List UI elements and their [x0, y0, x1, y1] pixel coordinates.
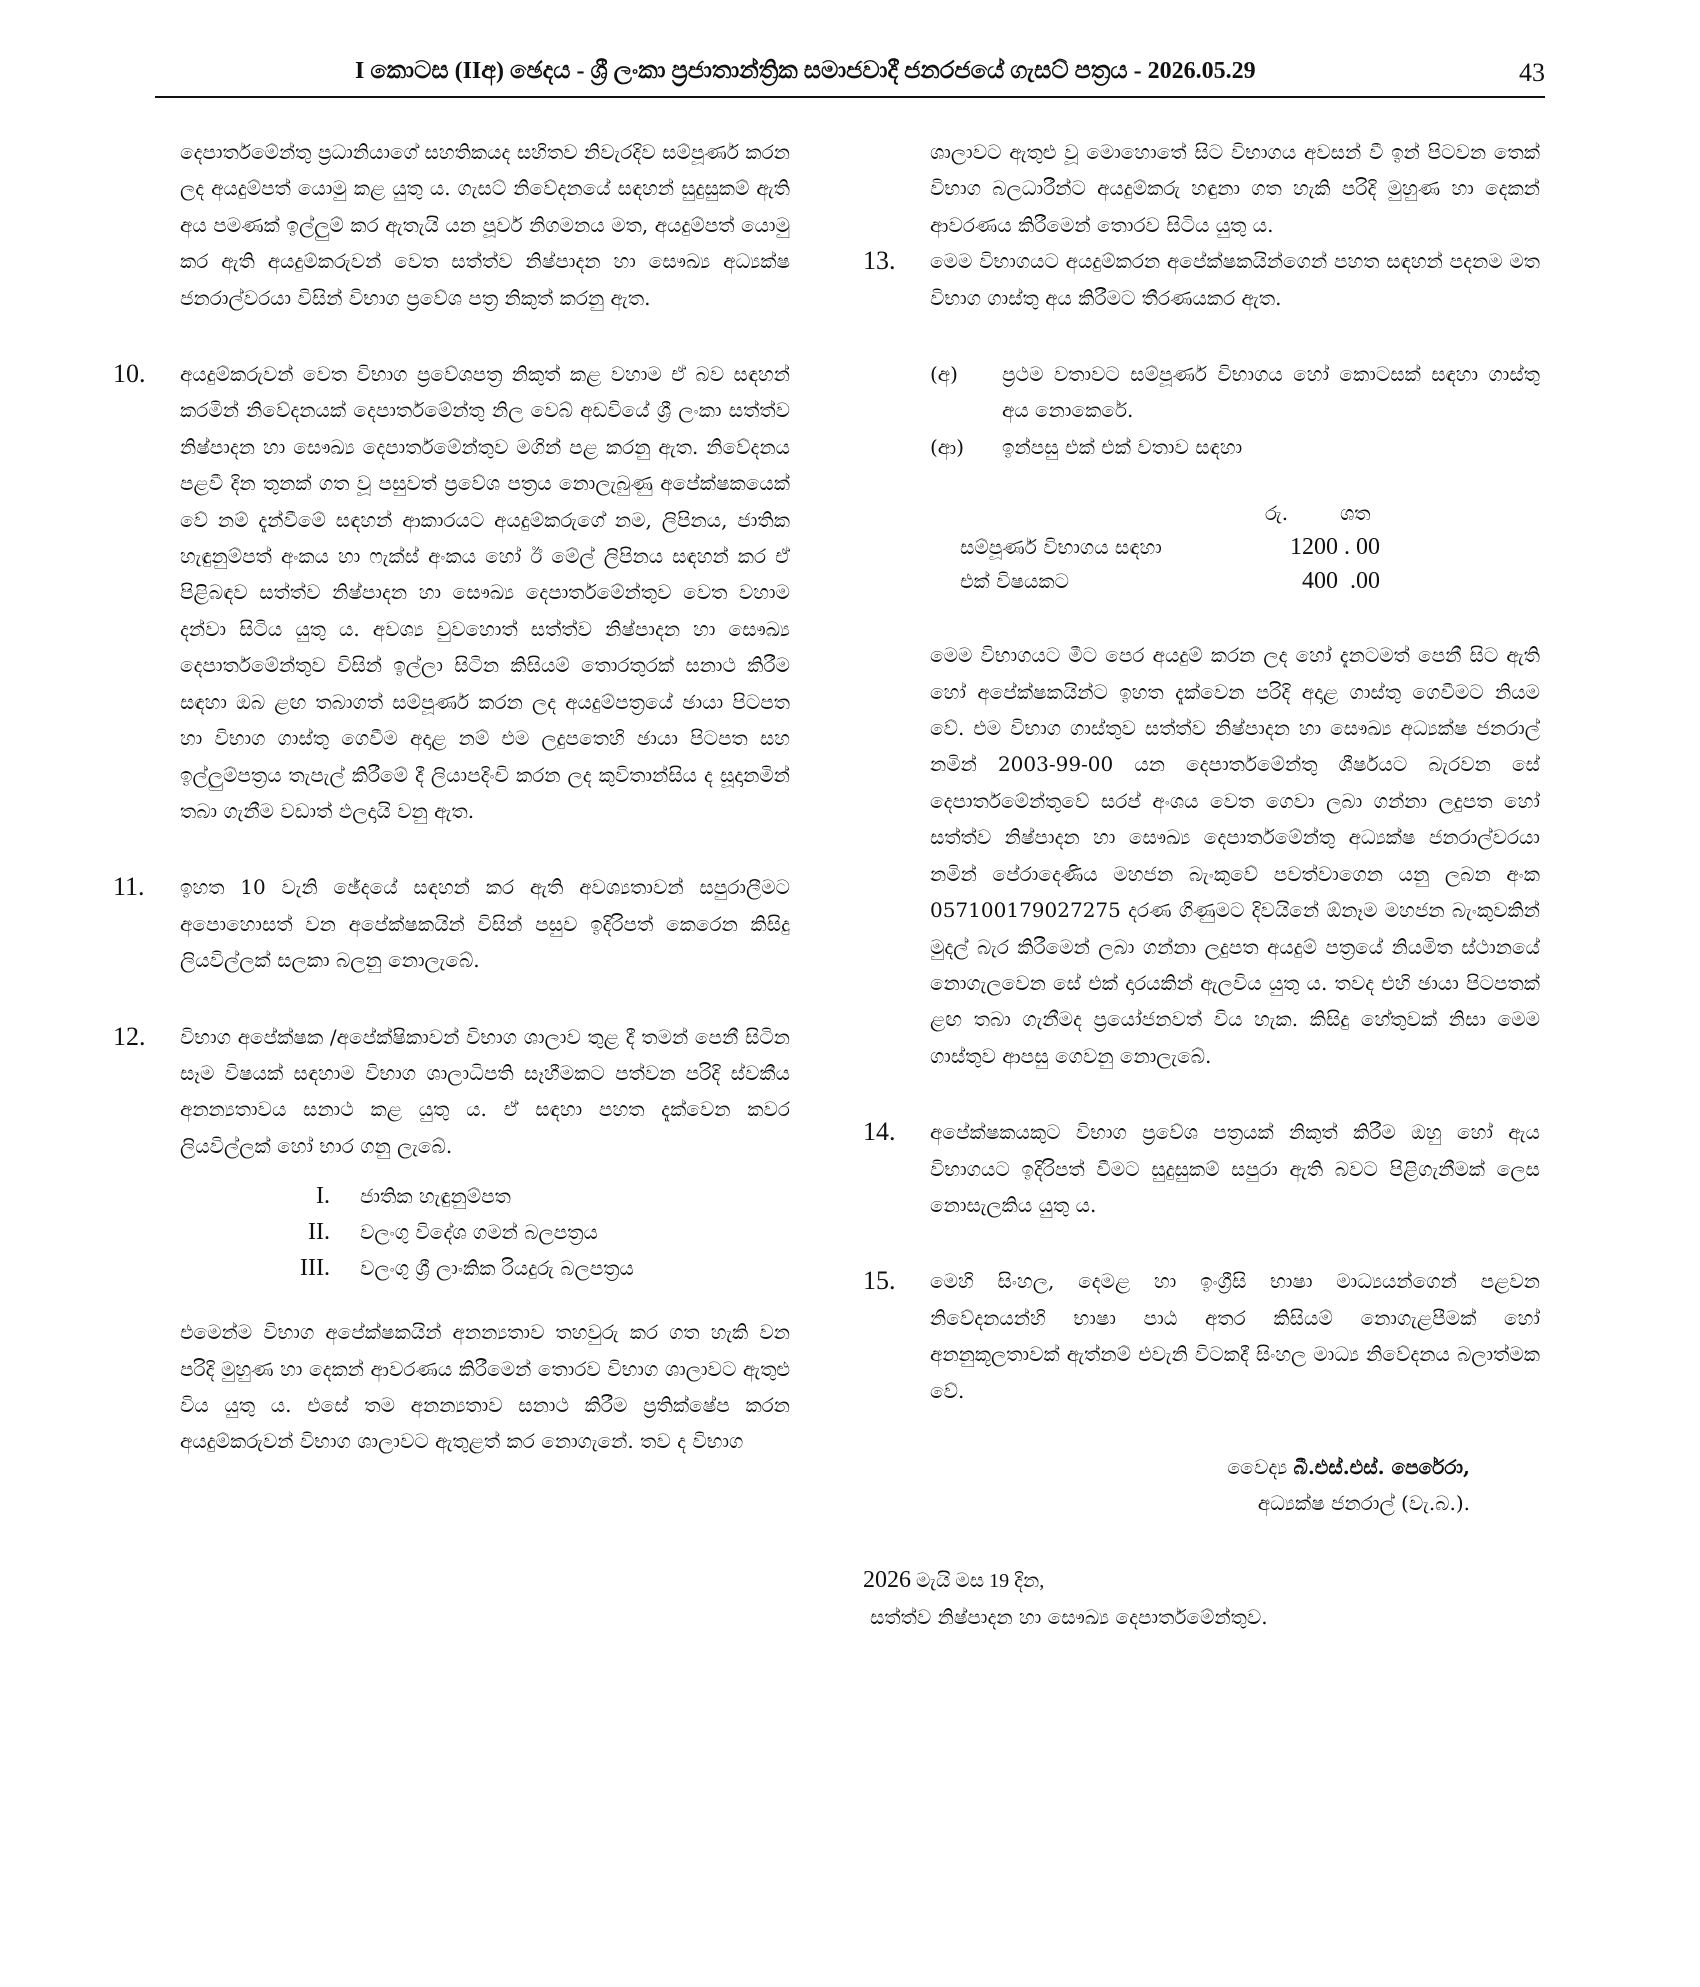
- gazette-title: I කොටස (IIඅ) ඡෙදය - ශ්‍රී ලංකා ප්‍රජාතාන්ත්‍රික සමාජවාදී ජනරජයේ ගැසට් පත්‍රය - 2026.05.29: [355, 58, 1256, 84]
- clause-11: [113, 869, 790, 978]
- list-item: [930, 356, 1540, 429]
- clause-13: [863, 243, 1540, 1074]
- list-item: [180, 1250, 790, 1286]
- clause-15: [863, 1263, 1540, 1409]
- clause-continuation: මෙම විභාගයට මීට පෙර අයදුම් කරන ලද හෝ දැනටමත් පෙනී සිට ඇති හෝ අපේක්ෂකයින්ට ඉහත දැක්වෙන පරිදි අදාළ ගාස්තු ගෙවීමට නියම වේ. එම විභාග ගාස්තුව සත්ත්ව නිෂ්පාදන හා සෞඛ්‍ය අධ්‍යක්ෂ ජනරාල් නමින් 2003-99-00 යන දෙපාර්තමේන්තු ශීර්ෂයට බැරවන සේ දෙපාර්තමේන්තුවේ සරප් අංශය වෙත ගෙවා ලබා ගන්නා ලදුපත හෝ සත්ත්ව නිෂ්පාදන හා සෞඛ්‍ය දෙපාර්තමේන්තු අධ්‍යක්ෂ ජනරාල්වරයා නමින් පේරාදෙණිය මහජන බැංකුවේ පවත්වාගෙන යනු ලබන අංක 057100179027275 දරණ ගිණුමට දිවයිනේ ඕනෑම මහජන බැංකුවකින් මුදල් බැර කිරීමෙන් ලබා ගන්නා ලදුපත අයදුම් පත්‍රයේ නියමිත ස්ථානයේ නොගැලවෙන සේ එක් දාරයකින් ඇලවිය යුතු ය. තවද එහි ඡායා පිටපතක් ළඟ තබා ගැනීමද ප්‍රයෝජනවත් විය හැක. කිසිදු හේතුවක් නිසා මෙම ගාස්තුව ආපසු ගෙවනු නොලැබේ.: [930, 643, 1540, 1068]
- rupees-header: රු.: [1265, 501, 1289, 526]
- clause-number: 14.: [863, 1117, 896, 1147]
- clause-number: 12.: [113, 1021, 146, 1051]
- clause-text: විභාග අපේක්ෂක /අපේක්ෂිකාවන් විභාග ශාලාව තුළ දී තමන් පෙනී සිටින සෑම විෂයක් සඳහාම විභාග ශාලාධිපති සෑහීමකට පත්වන පරිදි ස්වකීය අනන්‍යතාවය සනාථ කළ යුතු ය. ඒ සඳහා පහත දැක්වෙන කවර ලියවිල්ලක් හෝ භාර ගනු ලැබේ.: [180, 1024, 790, 1158]
- clause-12: [113, 1019, 790, 1460]
- fee-label: එක් විෂයකට: [960, 569, 1070, 594]
- list-item-text: ප්‍රථම වතාවට සම්පූර්ණ විභාගය හෝ කොටසක් සඳහා ගාස්තු අය නොකෙරේ.: [1002, 362, 1540, 423]
- list-item-text: ජාතික හැඳුනුම්පත: [360, 1184, 511, 1209]
- list-item-text: වලංගු ශ්‍රී ලාංකික රියදුරු බලපත්‍රය: [360, 1256, 634, 1281]
- fee-label: සම්පූර්ණ විභාගය සඳහා: [960, 535, 1162, 560]
- page-number: 43: [1519, 58, 1545, 87]
- clause-number: 13.: [863, 246, 896, 276]
- clause-text: මෙහි සිංහල, දෙමළ හා ඉංග්‍රීසි භාෂා මාධ්‍යයන්ගෙන් පළවන නිවේදනයන්හි භාෂා පාඨ අතර කිසියම් නොගැළපීමක් හෝ අනනුකූලතාවක් ඇත්නම් එවැනි විටකදී සිංහල මාධ්‍ය නිවේදනය බලාත්මක වේ.: [930, 1269, 1540, 1403]
- clause-14: [863, 1114, 1540, 1223]
- page-header: [155, 56, 1545, 98]
- right-column: [863, 134, 1540, 1636]
- signature-block: [930, 1449, 1540, 1522]
- clause-text: අයදුම්කරුවන් වෙත විභාග ප්‍රවේශපත්‍ර නිකුත් කළ වහාම ඒ බව සඳහන් කරමින් නිවේදනයක් දෙපාර්තමේන්තු නිල වෙබ් අඩවියේ ශ්‍රී ලංකා සත්ත්ව නිෂ්පාදන හා සෞඛ්‍ය දෙපාර්තමේන්තුව මගින් පළ කරනු ඇත. නිවේදනය පළවී දින තුනක් ගත වූ පසුවත් ප්‍රවේශ පත්‍රය නොලැබුණු අපේක්ෂකයෙක් වේ නම් දැන්වීමේ සඳහන් ආකාරයට අයදුම්කරුගේ නම, ලිපිනය, ජාතික හැඳුනුම්පත් අංකය හා ෆැක්ස් අංකය හෝ ඊ මේල් ලිපිනය සඳහන් කර ඒ පිළිබඳව සත්ත්ව නිෂ්පාදන හා සෞඛ්‍ය දෙපාර්තමේන්තුව වෙත වහාම දන්වා සිටිය යුතු ය. අවශ්‍ය වුවහොත් සත්ත්ව නිෂ්පාදන හා සෞඛ්‍ය දෙපාර්තමේන්තුව විසින් ඉල්ලා සිටින කිසියම් තොරතුරක් සනාථ කිරීම සඳහා ඔබ ළඟ තබාගත් සම්පූර්ණ කරන ලද අයදුම්පත්‍රයේ ඡායා පිටපත හා විභාග ගාස්තු ගෙවීම අදාළ නම් එම ලදුපතෙහි ඡායා පිටපත සහ ඉල්ලුම්පත්‍රය තැපැල් කිරීමේ දී ලියාපදිංචි කරන ලද කුවිතාන්සිය ද සූදානමින් තබා ගැනීම වඩාත් ඵලදායි වනු ඇත.: [180, 362, 790, 823]
- signatory-line: [930, 1449, 1470, 1485]
- fee-table-header: [960, 495, 1390, 529]
- table-row: [960, 529, 1390, 563]
- left-column: [113, 134, 790, 1460]
- list-item-text: ඉන්පසු එක් එක් වතාව සඳහා: [1002, 434, 1243, 459]
- cents-header: ශත: [1340, 501, 1371, 526]
- continued-paragraph: ශාලාවට ඇතුළු වූ මොහොතේ සිට විභාගය අවසන් වී ඉන් පිටවන තෙක් විභාග බලධාරීන්ට අයදුම්කරු හඳුනා ගත හැකි පරිදි මුහුණ හා දෙකන් ආවරණය කිරීමෙන් තොරව සිටිය යුතු ය.: [930, 140, 1540, 237]
- clause-text: අපේක්ෂකයකුට විභාග ප්‍රවේශ පත්‍රයක් නිකුත් කිරීම ඔහු හෝ ඇය විභාගයට ඉදිරිපත් වීමට සුදුසුකම් සපුරා ඇති බවට පිළිගැනීමක් ලෙස නොසැලකිය යුතු ය.: [930, 1120, 1540, 1217]
- table-row: [960, 563, 1390, 597]
- list-item-number: II.: [308, 1219, 330, 1246]
- issue-date: [863, 1562, 1540, 1599]
- list-item-text: වලංගු විදේශ ගමන් බලපත්‍රය: [360, 1220, 598, 1245]
- fee-value: 1200 . 00: [1290, 534, 1380, 561]
- fee-conditions-list: [930, 356, 1540, 465]
- intro-paragraph: දෙපාර්තමේන්තු ප්‍රධානියාගේ සහතිකයද සහිතව නිවැරදිව සම්පූර්ණ කරන ලද අයදුම්පත් යොමු කළ යුතු ය. ගැසට් නිවේදනයේ සඳහන් සුදුසුකම් ඇති අය පමණක් ඉල්ලුම් කර ඇතැයි යන පූර්ව නිගමනය මත, අයදුම්පත් යොමු කර ඇති අයදුම්කරුවන් වෙත සත්ත්ව නිෂ්පාදන හා සෞඛ්‍ය අධ්‍යක්ෂ ජනරාල්වරයා විසින් විභාග ප්‍රවේශ පත්‍ර නිකුත් කරනු ඇත.: [180, 140, 790, 310]
- signatory-title: අධ්‍යක්ෂ ජනරාල් (වැ.බ.).: [1257, 1491, 1470, 1516]
- identity-documents-list: [180, 1178, 790, 1286]
- clause-continuation: එමෙන්ම විභාග අපේක්ෂකයින් අනන්‍යතාව තහවුරු කර ගත හැකි වන පරිදි මුහුණ හා දෙකන් ආවරණය කිරීමෙන් තොරව විභාග ශාලාවට ඇතුළු විය යුතු ය. එසේ තම අනන්‍යතාව සනාථ කිරීම ප්‍රතික්ෂේප කරන අයදුම්කරුවන් විභාග ශාලාවට ඇතුළත් කර නොගැනේ. තව ද විභාග: [180, 1320, 790, 1454]
- list-item: [180, 1178, 790, 1214]
- clause-number: 11.: [113, 872, 145, 902]
- list-item-label: (අ): [930, 362, 958, 387]
- issue-year: 2026: [863, 1566, 911, 1593]
- list-item-number: I.: [316, 1183, 330, 1210]
- list-item-label: (ආ): [930, 434, 965, 459]
- clause-number: 10.: [113, 359, 146, 389]
- signatory-name: බී.එස්.එස්. පෙරේරා,: [1293, 1454, 1470, 1479]
- signatory-prefix: වෛද්‍ය: [1227, 1454, 1294, 1479]
- clause-text: ඉහත 10 වැනි ඡේදයේ සඳහන් කර ඇති අවශ්‍යතාවන් සපුරාලීමට අපොහොසත් වන අපේක්ෂකයින් විසින් පසුව ඉදිරිපත් කෙරෙන කිසිදු ලියවිල්ලක් සලකා බලනු නොලැබේ.: [180, 875, 790, 973]
- list-item: [930, 429, 1540, 465]
- list-item: [180, 1214, 790, 1250]
- issue-date-text: මැයි මස 19 දින,: [911, 1569, 1045, 1592]
- fee-value: 400 .00: [1302, 568, 1380, 595]
- clause-10: [113, 356, 790, 829]
- clause-text: මෙම විභාගයට අයදුම්කරන අපේක්ෂකයින්ගෙන් පහත සඳහන් පදනම මත විභාග ගාස්තු අය කිරීමට තීරණයකර ඇත.: [930, 249, 1540, 310]
- department-name: සත්ත්ව නිෂ්පාදන හා සෞඛ්‍ය දෙපාර්තමේන්තුව.: [870, 1605, 1268, 1630]
- list-item-number: III.: [300, 1255, 330, 1282]
- clause-number: 15.: [863, 1266, 896, 1296]
- fee-table: [960, 495, 1390, 597]
